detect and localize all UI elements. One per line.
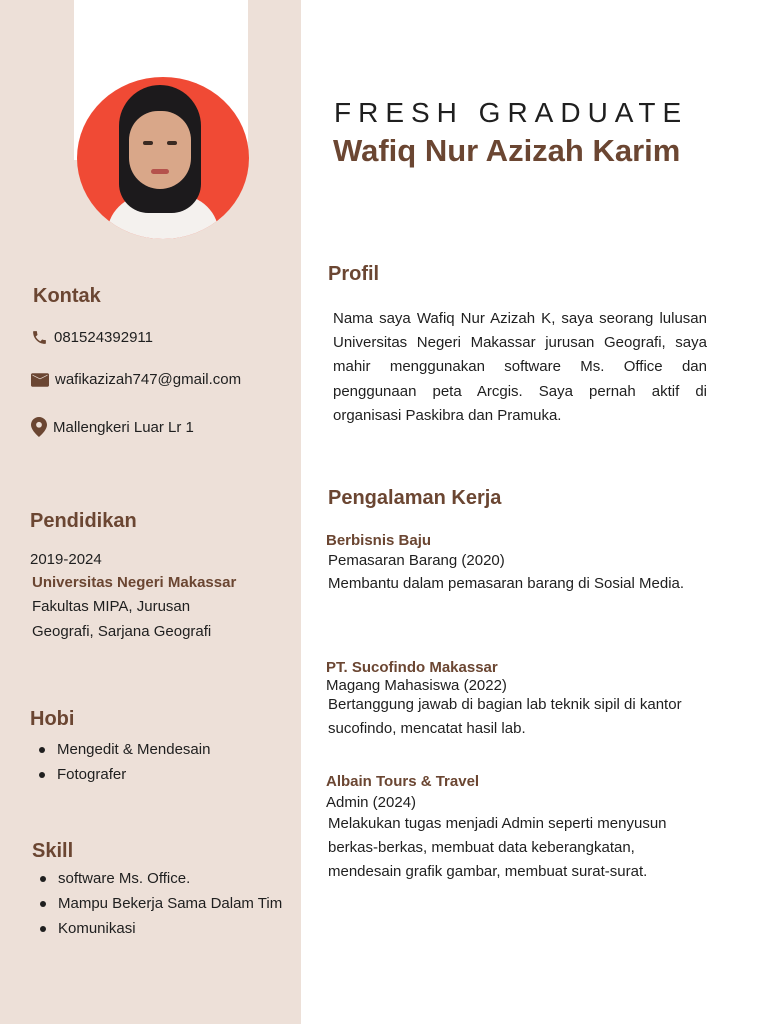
skill-list <box>32 866 290 941</box>
job-company: Berbisnis Baju <box>326 532 432 549</box>
job-description: Membantu dalam pemasaran barang di Sosial Media. <box>328 575 685 592</box>
phone-icon <box>31 329 48 346</box>
job-subtitle: FRESH GRADUATE <box>334 97 689 128</box>
list-item: Mengedit & Mendesain <box>31 737 281 762</box>
list-item: Fotografer <box>31 762 281 787</box>
job-company: PT. Sucofindo Makassar <box>326 659 498 676</box>
contact-address-row <box>31 417 194 437</box>
contact-phone-row <box>31 329 153 346</box>
list-item: software Ms. Office. <box>32 866 290 891</box>
education-heading: Pendidikan <box>30 510 137 532</box>
job-role: Pemasaran Barang (2020) <box>328 552 505 569</box>
page-title: Wafiq Nur Azizah Karim <box>333 133 681 168</box>
education-degree: Geografi, Sarjana Geografi <box>32 623 212 640</box>
job-role: Admin (2024) <box>326 794 417 811</box>
location-pin-icon <box>31 417 47 437</box>
list-item: Komunikasi <box>32 916 290 941</box>
contact-address: Mallengkeri Luar Lr 1 <box>53 418 194 436</box>
contact-email: wafikazizah747@gmail.com <box>55 371 242 388</box>
job-description: Melakukan tugas menjadi Admin seperti menyusun berkas-berkas, membuat data keberangkatan, mendesain grafik gambar, membuat surat-surat. <box>328 815 667 881</box>
contact-phone: 081524392911 <box>54 329 153 346</box>
job-role: Magang Mahasiswa (2022) <box>326 677 507 694</box>
education-faculty: Fakultas MIPA, Jurusan <box>32 598 191 615</box>
hobby-heading: Hobi <box>30 708 75 730</box>
contact-heading: Kontak <box>33 285 101 307</box>
list-item: Mampu Bekerja Sama Dalam Tim <box>32 891 290 916</box>
job-company: Albain Tours & Travel <box>326 773 480 790</box>
education-university: Universitas Negeri Makassar <box>32 574 237 591</box>
email-icon <box>31 373 49 387</box>
hobby-list <box>31 737 281 787</box>
experience-heading: Pengalaman Kerja <box>328 487 502 509</box>
contact-email-row <box>31 371 241 388</box>
profile-heading: Profil <box>328 263 380 285</box>
profile-text: Nama saya Wafiq Nur Azizah K, saya seorang lulusan Universitas Negeri Makassar jurusan Geografi, saya mahir menggunakan software Ms. Office dan penggunaan peta Arcgis. Saya pernah aktif di organisasi Paskibra dan Pramuka. <box>333 310 707 424</box>
job-description: Bertanggung jawab di bagian lab teknik sipil di kantor sucofindo, mencatat hasil lab. <box>328 696 682 738</box>
education-years: 2019-2024 <box>30 551 102 568</box>
skill-heading: Skill <box>32 840 74 862</box>
profile-photo <box>77 77 249 239</box>
